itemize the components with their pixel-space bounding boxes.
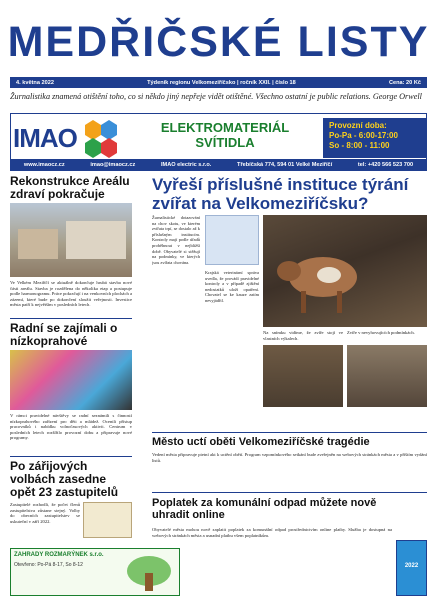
divider — [152, 432, 427, 433]
cow-illustration — [263, 215, 427, 327]
imao-logo — [13, 116, 125, 160]
divider — [10, 318, 132, 319]
imao-hours-saturday: So - 8:00 - 11:00 — [329, 141, 390, 150]
article-bottom2-body: Obyvatelé města mohou nově zaplatit poplatek za komunální odpad prostřednictvím online platby. Služba je dostupná na webových stránkách města a usnadní platbu všem poplatníkům. — [152, 527, 392, 538]
imao-web[interactable]: www.imaocz.cz — [23, 161, 65, 168]
issue-price: Cena: 20 Kč — [388, 79, 421, 86]
imao-headline-line2: SVÍTIDLA — [195, 135, 255, 150]
main-article-sidebar-box — [205, 215, 259, 265]
article-left2-body: V rámci pravidelné návštěvy se radní seznámili s činností nízkoprahového zařízení pro děti a mládež. Ocenili přístup pracovníků i nabídku volnočasových aktivit. Centrum v posledních letech rozšířilo provozní dobu a připravuje nové programy. — [10, 413, 132, 441]
article-left3-body: Zastupitelé rozhodli, že počet členů zastupitelstva zůstane stejný. Volby do obecních zastupitelstev se uskuteční v září 2022. — [10, 502, 80, 524]
imao-contact-bar — [11, 159, 426, 170]
year-badge — [396, 540, 427, 596]
article-left3-title[interactable]: Po zářijových volbách zasedne opět 23 zastupitelů — [10, 459, 119, 499]
main-photo-caption-1: Na snímku vidíme, že zvíře stojí ve vlastních výkalech. — [263, 330, 343, 341]
main-article-photo-2 — [263, 345, 343, 407]
main-article-body-col1: Žurnalistické dotazování na chov skotu, ve kterém zvířata trpí, se dostalo až k příslušným institucím. Kontroly mají podle úřadů proběhnout v nejbližší době. Obyvatelé si stěžují na podmínky, ve kterých jsou zvířata chována. — [152, 215, 200, 265]
imao-company: IMAO electric s.r.o. — [160, 161, 212, 168]
issue-date: 4. května 2022 — [16, 79, 54, 86]
newspaper-title: MEDŘIČSKÉ LISTY — [7, 18, 430, 66]
article-left2-title[interactable]: Radní se zajímali o nízkoprahové — [10, 321, 118, 348]
imao-hours-title: Provozní doba: — [329, 121, 387, 130]
main-photo-caption-2: Zvíře v nevyhovujících podmínkách. — [347, 330, 415, 335]
imao-hours-weekday: Po-Pa - 6:00-17:00 — [329, 131, 398, 140]
main-article-photo-3 — [347, 345, 427, 407]
imao-email[interactable]: imao@imaocz.cz — [90, 161, 136, 168]
main-article-title[interactable]: Vyřeší příslušné instituce týrání zvířat na Velkomeziříčsku? — [152, 175, 409, 213]
issue-info: Týdeník regionu Velkomeziříčsko | ročník XXII. | číslo 18 — [147, 79, 296, 86]
imao-logo-text: IMAO — [13, 122, 77, 153]
article-left1-photo — [10, 203, 132, 277]
article-left2-photo — [10, 350, 132, 410]
divider — [10, 456, 132, 457]
article-left1-body: Ve Velkém Meziříčí se aktuálně dokončuje hrubá stavba nové části areálu. Stavba je rozdělena do několika etap a postupuje podle harmonogramu. Práce pokračují i na venkovních plochách a zázemí, které bude po dokončení sloužit veřejnosti. Investice města patří k největším v posledních letech. — [10, 280, 132, 308]
article-bottom2-title[interactable]: Poplatek za komunální odpad můžete nově uhradit online — [152, 497, 377, 521]
issue-info-bar — [10, 77, 427, 88]
divider — [152, 492, 427, 493]
main-article-body-col2: Krajská veterinární správa uvedla, že provádí pravidelné kontroly a v případě zjištění nedostatků uloží opatření. Chovatel se ke kauze zatím nevyjádřil. — [205, 270, 259, 303]
article-left3-chart — [83, 502, 132, 538]
imao-phone: tel: +420 566 523 700 — [357, 161, 414, 168]
imao-headline-line1: ELEKTROMATERIÁL — [160, 120, 290, 135]
imao-address: Třebíčská 774, 594 01 Velké Meziříčí — [237, 161, 333, 168]
garden-ad-hours: Otevřeno: Po-Pá 8-17, So 8-12 — [14, 562, 83, 568]
tagline-quote: Žurnalistika znamená otištění toho, co si někdo jiný nepřeje vidět otištěné. Všechno ostatní je public relations. George Orwell — [10, 92, 422, 101]
year-badge-text: 2022 — [404, 563, 419, 569]
masthead — [0, 0, 437, 78]
article-bottom1-body: Vedení města připravuje pietní akt k uctění obětí. Program vzpomínkového setkání bude zveřejněn na webových stránkách města a v příštím vydání listů. — [152, 452, 427, 463]
main-article-photo-cow — [263, 215, 427, 327]
imao-opening-hours — [323, 118, 426, 158]
imao-advertisement[interactable] — [10, 113, 427, 171]
garden-ad-title: ZAHRADY ROZMARÝNEK s.r.o. — [14, 552, 104, 558]
imao-headline — [135, 120, 315, 150]
article-bottom1-title[interactable]: Město uctí oběti Velkomeziříčské tragédie — [152, 436, 370, 448]
article-left1-title[interactable]: Rekonstrukce Areálu zdraví pokračuje — [10, 174, 130, 201]
imao-logo-icon — [81, 118, 121, 158]
